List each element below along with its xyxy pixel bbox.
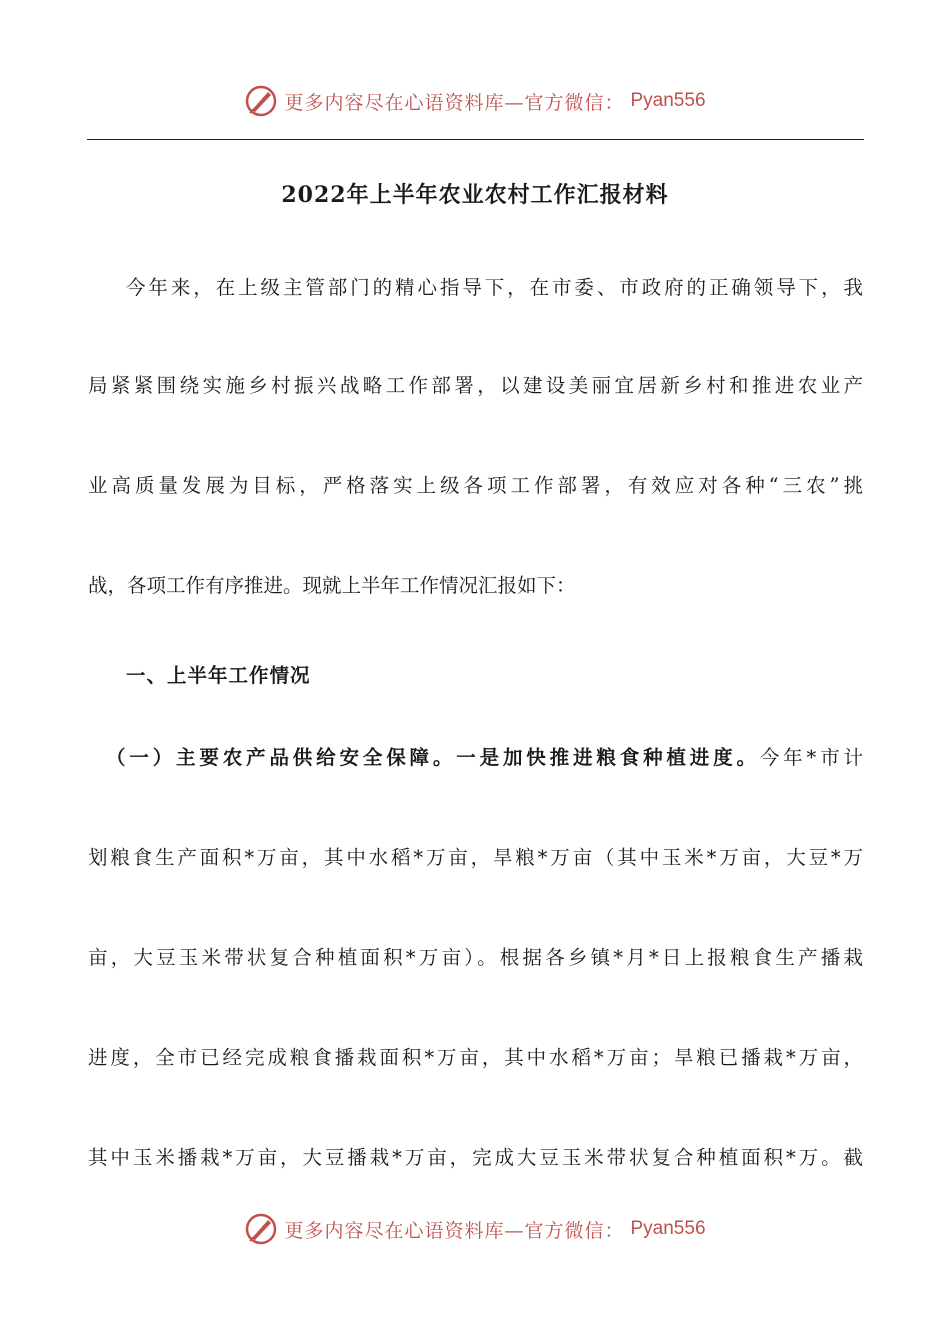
paragraph-line: 进度，全市已经完成粮食播栽面积*万亩，其中水稻*万亩；旱粮已播栽*万亩， — [88, 1046, 863, 1069]
subsection-lead-rest: 今年*市计 — [759, 746, 863, 769]
subsection-lead-line — [106, 746, 863, 769]
header-banner — [0, 84, 950, 118]
paragraph-line: 今年来，在上级主管部门的精心指导下，在市委、市政府的正确领导下，我 — [126, 276, 863, 299]
banner-text: 更多内容尽在心语资料库—官方微信： — [284, 91, 625, 114]
banner-text: 更多内容尽在心语资料库—官方微信： — [284, 1219, 625, 1242]
banner-handle: Pyan556 — [630, 90, 706, 111]
paragraph-line: 业高质量发展为目标，严格落实上级各项工作部署，有效应对各种“三农”挑 — [88, 474, 863, 497]
banner-handle: Pyan556 — [630, 1218, 706, 1239]
paragraph-line: 局紧紧围绕实施乡村振兴战略工作部署，以建设美丽宜居新乡村和推进农业产 — [88, 374, 863, 397]
footer-banner — [0, 1212, 950, 1246]
subsection-bold-lead: （一）主要农产品供给安全保障。一是加快推进粮食种植进度。 — [106, 746, 760, 769]
header-divider — [87, 139, 864, 140]
pen-logo-icon — [244, 1212, 278, 1246]
paragraph-line: 亩，大豆玉米带状复合种植面积*万亩）。根据各乡镇*月*日上报粮食生产播栽 — [88, 946, 863, 969]
paragraph-line: 战，各项工作有序推进。现就上半年工作情况汇报如下： — [88, 574, 576, 597]
pen-logo-icon — [244, 84, 278, 118]
paragraph-line: 划粮食生产面积*万亩，其中水稻*万亩，旱粮*万亩（其中玉米*万亩，大豆*万 — [88, 846, 863, 869]
paragraph-line: 其中玉米播栽*万亩，大豆播栽*万亩，完成大豆玉米带状复合种植面积*万。截 — [88, 1146, 863, 1169]
document-title: 2022年上半年农业农村工作汇报材料 — [281, 182, 669, 208]
section-heading: 一、上半年工作情况 — [126, 664, 311, 687]
